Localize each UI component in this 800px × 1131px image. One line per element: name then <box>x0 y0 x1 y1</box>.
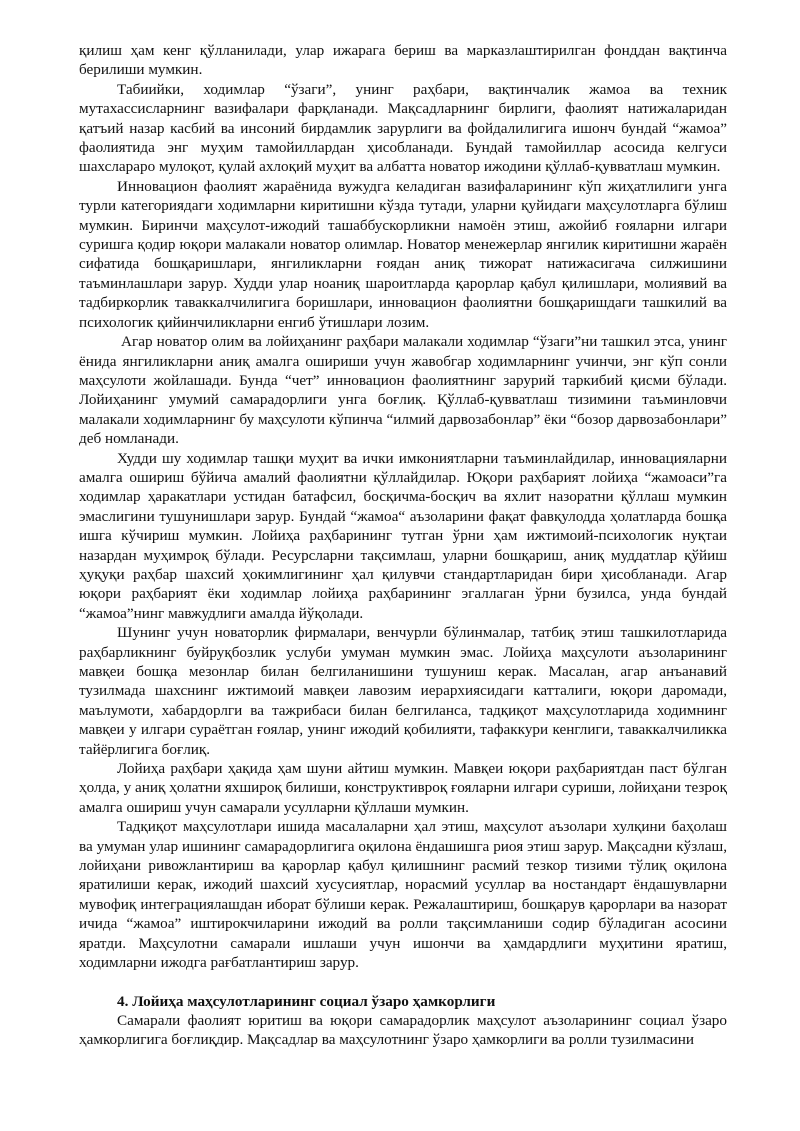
paragraph: Самарали фаолият юритиш ва юқори самарадорлик маҳсулот аъзоларининг социал ўзаро ҳамкорлигига боғлиқдир. Мақсадлар ва маҳсулотнинг ўзаро ҳамкорлиги ва ролли тузилмасини <box>79 1011 727 1049</box>
paragraph: Худди шу ходимлар ташқи муҳит ва ички имкониятларни таъминлайдилар, инновацияларни амалга ошириш бўйича амалий фаолиятни қўллайдилар. Юқори раҳбарият лойиҳа “жамоаси”га ходимлар ҳаракатлари устидан батафсил, босқичма-босқич ва яхлит назоратни қўллаш мумкин эмаслигини тушунишлари зарур. Бундай “жамоа“ аъзоларини фақат фавқулодда ҳолатларда бошқа ишга кўчириш мумкин. Лойиҳа раҳбарининг тутган ўрни ҳам ижтимоий-психологик нуқтаи назардан муҳимроқ бўлади. Ресурсларни тақсимлаш, уларни бошқариш, аниқ муддатлар қўйиш ҳуқуқи раҳбар шахсий ҳокимлигининг ҳал қилувчи стандартларидан бири ҳисобланади. Агар юқори раҳбарият ёки ходимлар лойиҳа раҳбарининг эгаллаган ўрни бузилса, унда бундай “жамоа”нинг мавжудлиги амалда йўқолади. <box>79 449 727 622</box>
section-heading: 4. Лойиҳа маҳсулотларининг социал ўзаро ҳамкорлиги <box>117 992 496 1010</box>
paragraph: Лойиҳа раҳбари ҳақида ҳам шуни айтиш мумкин. Мавқеи юқори раҳбариятдан паст бўлган ҳолда, у аниқ ҳолатни яхшироқ билиши, конструктивроқ ғояларни илгари суриши, лойиҳани тезроқ амалга ошириш учун самарали усулларни қўллаши мумкин. <box>79 760 727 816</box>
paragraph: Инновацион фаолият жараёнида вужудга келадиган вазифаларининг кўп жиҳатлилиги унга турли категориядаги ходимларни киритишни кўзда тутади, уларни қуйидаги маҳсулотларга бўлиш мумкин. Биринчи маҳсулот-ижодий ташаббускорликни намоён этиш, ажойиб ғояларни илгари суришга қодир юқори малакали новатор олимлар. Новатор менежерлар янгилик киритишни жараён сифатида бошқаришлари, янгиликларни ғоядан аниқ тижорат натижасигача силжишини таъминлашлари зарур. Худди улар ноаниқ шароитларда қарорлар қабул қилишлари, молиявий ва тадбиркорлик таваккалчилигига боришлари, инновацион фаолиятни бошқаришдаги ташкилий ва психологик қийинчиликларни енгиб ўтишлари лозим. <box>79 177 727 331</box>
paragraph: Табиийки, ходимлар “ўзаги”, унинг раҳбари, вақтинчалик жамоа ва техник мутахассисларнинг вазифалари фарқланади. Мақсадларнинг бирлиги, фаолият натижаларидан қатъий назар касбий ва инсоний бирдамлик зарурлиги ва фойдалилигига ишонч бундай “жамоа” фаолиятида энг муҳим тамойиллардан ҳисобланади. Бундай тамойиллар асосида келгуси шахсларaро мулоқот, қулай ахлоқий муҳит ва албатта новатор ижодини қўллаб-қувватлаш мумкин. <box>79 80 727 176</box>
paragraph: Агар новатор олим ва лойиҳанинг раҳбари малакали ходимлар “ўзаги”ни ташкил этса, унинг ёнида янгиликларни аниқ амалга ошириши учун жавобгар ходимларнинг учинчи, энг кўп сонли маҳсулоти жойлашади. Бунда “чет” инновацион фаолиятнинг зарурий таркибий қисми бўлади. Лойиҳанинг умумий самарадорлиги унга боғлиқ. Қўллаб-қувватлаш тизимини таъминловчи малакали ходимларнинг бу маҳсулоти кўпинча “илмий дарвозабонлар” ёки “бозор дарвозабонлари” деб номланади. <box>79 333 727 448</box>
paragraph: Шунинг учун новаторлик фирмалари, венчурли бўлинмалар, татбиқ этиш ташкилотларида раҳбарликнинг буйруқбозлик услуби умуман мумкин эмас. Лойиҳа маҳсулоти аъзоларининг мавқеи бошқа мезонлар билан белгиланишини тушуниш керак. Масалан, агар анъанавий тузилмада шахснинг ижтимоий мавқеи лавозим иерархиясидаги катталиги, юқори даромади, маълумоти, хабардорлги ва тажрибаси билан белгиланса, тадқиқот маҳсулотларида ходимнинг мавқеи у илгари сураётган ғоялар, унинг ижодий қобилияти, тафаккури кенглиги, таваккалчиликка тайёрлигига боғлиқ. <box>79 624 727 758</box>
document-page <box>79 41 727 1050</box>
paragraph-continuation: қилиш ҳам кенг қўлланилади, улар ижарага бериш ва марказлаштирилган фонддан вақтинча берилиши мумкин. <box>79 42 727 79</box>
paragraph: Тадқиқот маҳсулотлари ишида масалаларни ҳал этиш, маҳсулот аъзолари хулқини баҳолаш ва умуман улар ишининг самарадорлигига оқилона ёндашишга риоя этиш зарур. Мақсадни кўзлаш, лойиҳани ривожлантириш ва қарорлар қабул қилишнинг расмий тезкор тизими тўлиқ оқилона яратилиши керак, ижодий шахсий хусусиятлар, норасмий усуллар ва ностандарт ёндашувларни мувофиқ интеграциялашдан иборат бўлиши керак. Режалаштириш, бошқарув қарорлари ва назорат ичида “жамоа” иштирокчиларини ижодий ва ролли тақсимланиши содир бўладиган асосини яратди. Маҳсулотни самарали ишлаши учун ишончи ва ҳамдардлиги муҳитини яратиш, ходимларни ижодга рағбатлантириш зарур. <box>79 818 727 972</box>
